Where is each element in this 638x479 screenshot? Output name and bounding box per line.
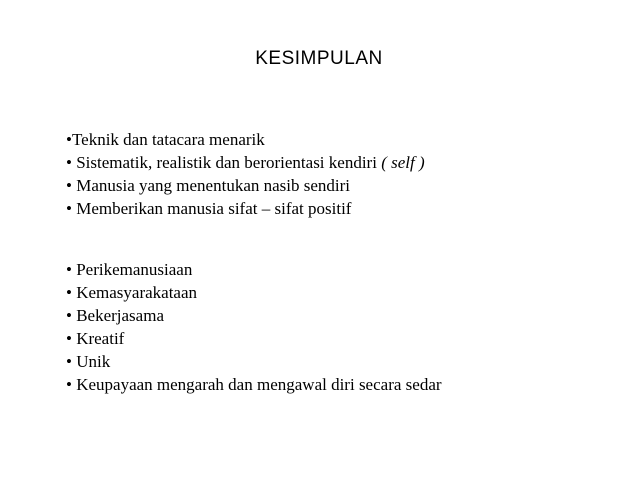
list-item xyxy=(66,258,442,281)
list-item xyxy=(66,281,442,304)
slide-title: KESIMPULAN xyxy=(255,48,383,69)
list-item-text: • Bekerjasama xyxy=(66,306,164,325)
list-item-text: • Sistematik, realistik dan berorientasi kendiri xyxy=(66,153,382,172)
list-item xyxy=(66,304,442,327)
list-item xyxy=(66,327,442,350)
list-item-text: • Unik xyxy=(66,352,111,371)
list-item-text: •Teknik dan tatacara menarik xyxy=(66,130,265,149)
list-item-text: • Perikemanusiaan xyxy=(66,260,193,279)
conclusion-list-primary xyxy=(66,128,425,220)
list-item xyxy=(66,151,425,174)
list-item-text: • Kemasyarakataan xyxy=(66,283,198,302)
list-item xyxy=(66,373,442,396)
list-item-text: • Manusia yang menentukan nasib sendiri xyxy=(66,176,351,195)
list-item xyxy=(66,128,425,151)
list-item-text: • Kreatif xyxy=(66,329,125,348)
conclusion-list-secondary xyxy=(66,258,442,396)
list-item xyxy=(66,350,442,373)
list-item-text: • Memberikan manusia sifat – sifat positif xyxy=(66,199,352,218)
list-item xyxy=(66,174,425,197)
list-item-emphasis: ( self ) xyxy=(381,153,425,172)
list-item xyxy=(66,197,425,220)
list-item-text: • Keupayaan mengarah dan mengawal diri secara sedar xyxy=(66,375,442,394)
